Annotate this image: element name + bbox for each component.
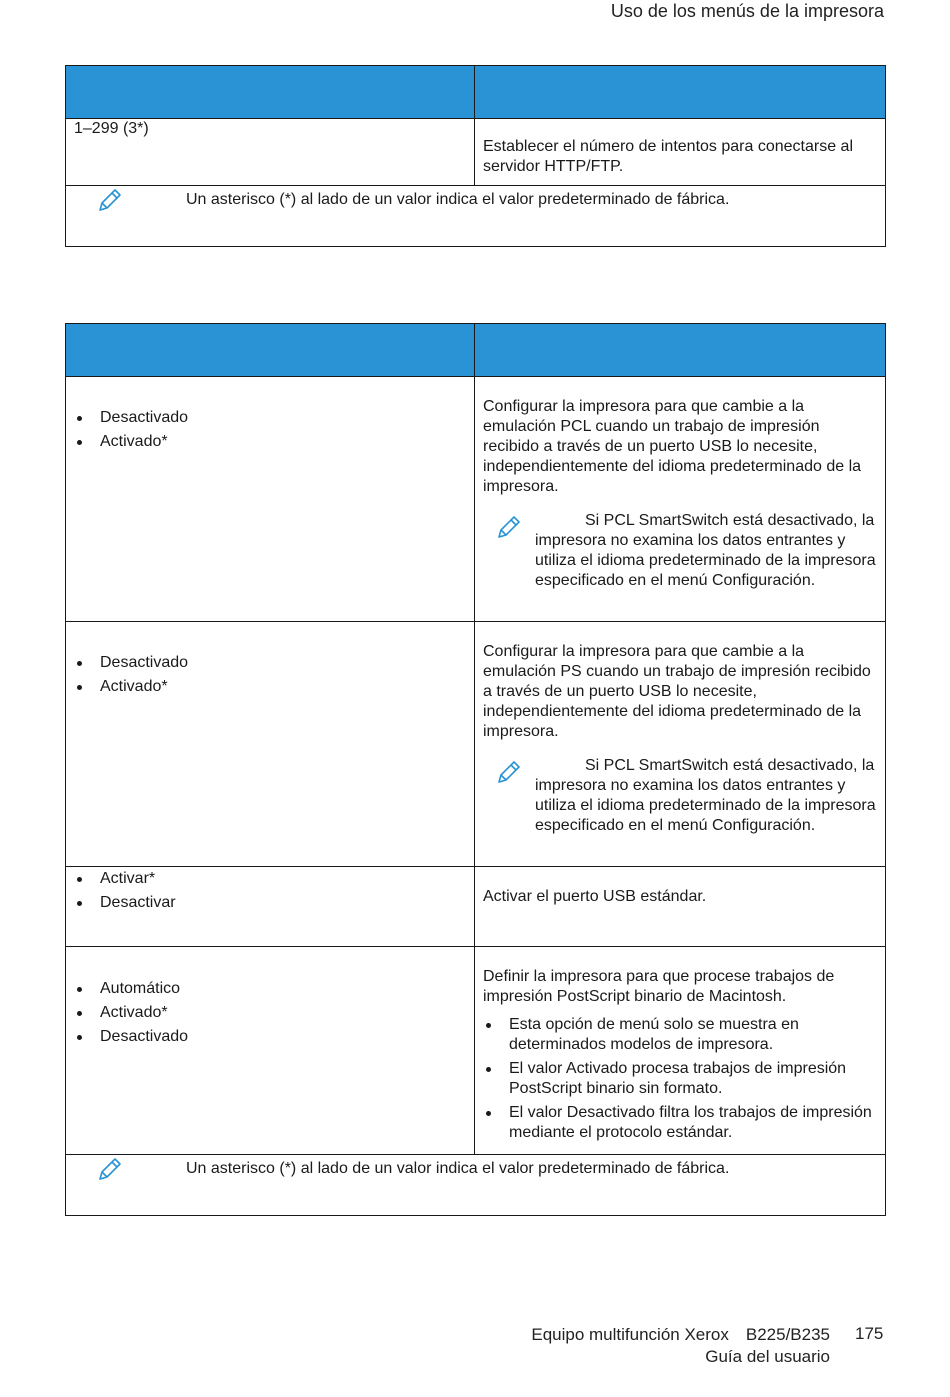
table-1-header-right	[475, 66, 886, 119]
table-2-header-left	[66, 324, 475, 377]
pencil-icon	[96, 1155, 124, 1183]
table-row	[66, 867, 886, 947]
note-text: Si PCL SmartSwitch está desactivado, la impresora no examina los datos entrantes y utiliza el idioma predeterminado de la impresora especificado en el menú Configuración.	[535, 512, 876, 589]
description-cell	[475, 947, 886, 1155]
footer-product-name: Equipo multifunción Xerox B225/B235	[531, 1325, 830, 1344]
description-text: Establecer el número de intentos para conectarse al servidor HTTP/FTP.	[483, 138, 853, 175]
option-list	[74, 867, 466, 915]
table-2-header-right	[475, 324, 886, 377]
option-cell	[66, 377, 475, 622]
description-text: Configurar la impresora para que cambie a la emulación PCL cuando un trabajo de impresión recibido a través de un puerto USB lo necesite, independientemente del idioma predeterminado de la impresora.	[483, 398, 862, 495]
description-cell	[475, 377, 886, 622]
page-number: 175	[855, 1324, 884, 1343]
option-item: Activado*	[74, 1001, 466, 1025]
table-row	[66, 622, 886, 867]
description-cell	[475, 867, 886, 947]
note-text: Un asterisco (*) al lado de un valor indica el valor predeterminado de fábrica.	[186, 1160, 730, 1177]
cell-note	[483, 511, 877, 591]
option-cell	[66, 947, 475, 1155]
option-value: 1–299 (3*)	[74, 120, 149, 137]
description-text: Configurar la impresora para que cambie a la emulación PS cuando un trabajo de impresión recibido a través de un puerto USB lo necesite, independientemente del idioma predeterminado de la impresora.	[483, 643, 871, 740]
settings-table-2	[65, 323, 886, 1216]
option-list	[74, 651, 466, 699]
option-list	[74, 406, 466, 454]
footer-guide-name: Guía del usuario	[705, 1347, 830, 1366]
option-cell	[66, 119, 475, 186]
footer-product	[531, 1324, 830, 1368]
bullet-item: El valor Desactivado filtra los trabajos de impresión mediante el protocolo estándar.	[483, 1103, 877, 1143]
table-row	[66, 119, 886, 186]
option-item: Activado*	[74, 675, 466, 699]
description-cell	[475, 622, 886, 867]
table-row	[66, 377, 886, 622]
page-header-title: Uso de los menús de la impresora	[610, 1, 884, 21]
option-item: Desactivar	[74, 891, 466, 915]
pencil-icon	[96, 186, 124, 214]
option-cell	[66, 622, 475, 867]
option-item: Desactivado	[74, 406, 466, 430]
option-item: Desactivado	[74, 1025, 466, 1049]
note-text: Si PCL SmartSwitch está desactivado, la impresora no examina los datos entrantes y utiliza el idioma predeterminado de la impresora especificado en el menú Configuración.	[535, 757, 876, 834]
note-cell	[66, 1155, 886, 1216]
option-item: Activado*	[74, 430, 466, 454]
option-item: Automático	[74, 977, 466, 1001]
note-row	[66, 1155, 886, 1216]
option-list	[74, 977, 466, 1049]
bullet-item: Esta opción de menú solo se muestra en determinados modelos de impresora.	[483, 1015, 877, 1055]
settings-table-1	[65, 65, 886, 247]
note-row	[66, 186, 886, 247]
cell-note	[483, 756, 877, 836]
option-item: Activar*	[74, 867, 466, 891]
option-item: Desactivado	[74, 651, 466, 675]
description-text: Activar el puerto USB estándar.	[483, 888, 707, 905]
table-row	[66, 947, 886, 1155]
table-1-header-left	[66, 66, 475, 119]
note-cell	[66, 186, 886, 247]
description-text: Definir la impresora para que procese trabajos de impresión PostScript binario de Macintosh.	[483, 968, 835, 1005]
description-cell	[475, 119, 886, 186]
pencil-icon	[495, 513, 523, 541]
note-text: Un asterisco (*) al lado de un valor indica el valor predeterminado de fábrica.	[186, 191, 730, 208]
pencil-icon	[495, 758, 523, 786]
bullet-item: El valor Activado procesa trabajos de impresión PostScript binario sin formato.	[483, 1059, 877, 1099]
option-cell	[66, 867, 475, 947]
description-bullets	[483, 1015, 877, 1143]
